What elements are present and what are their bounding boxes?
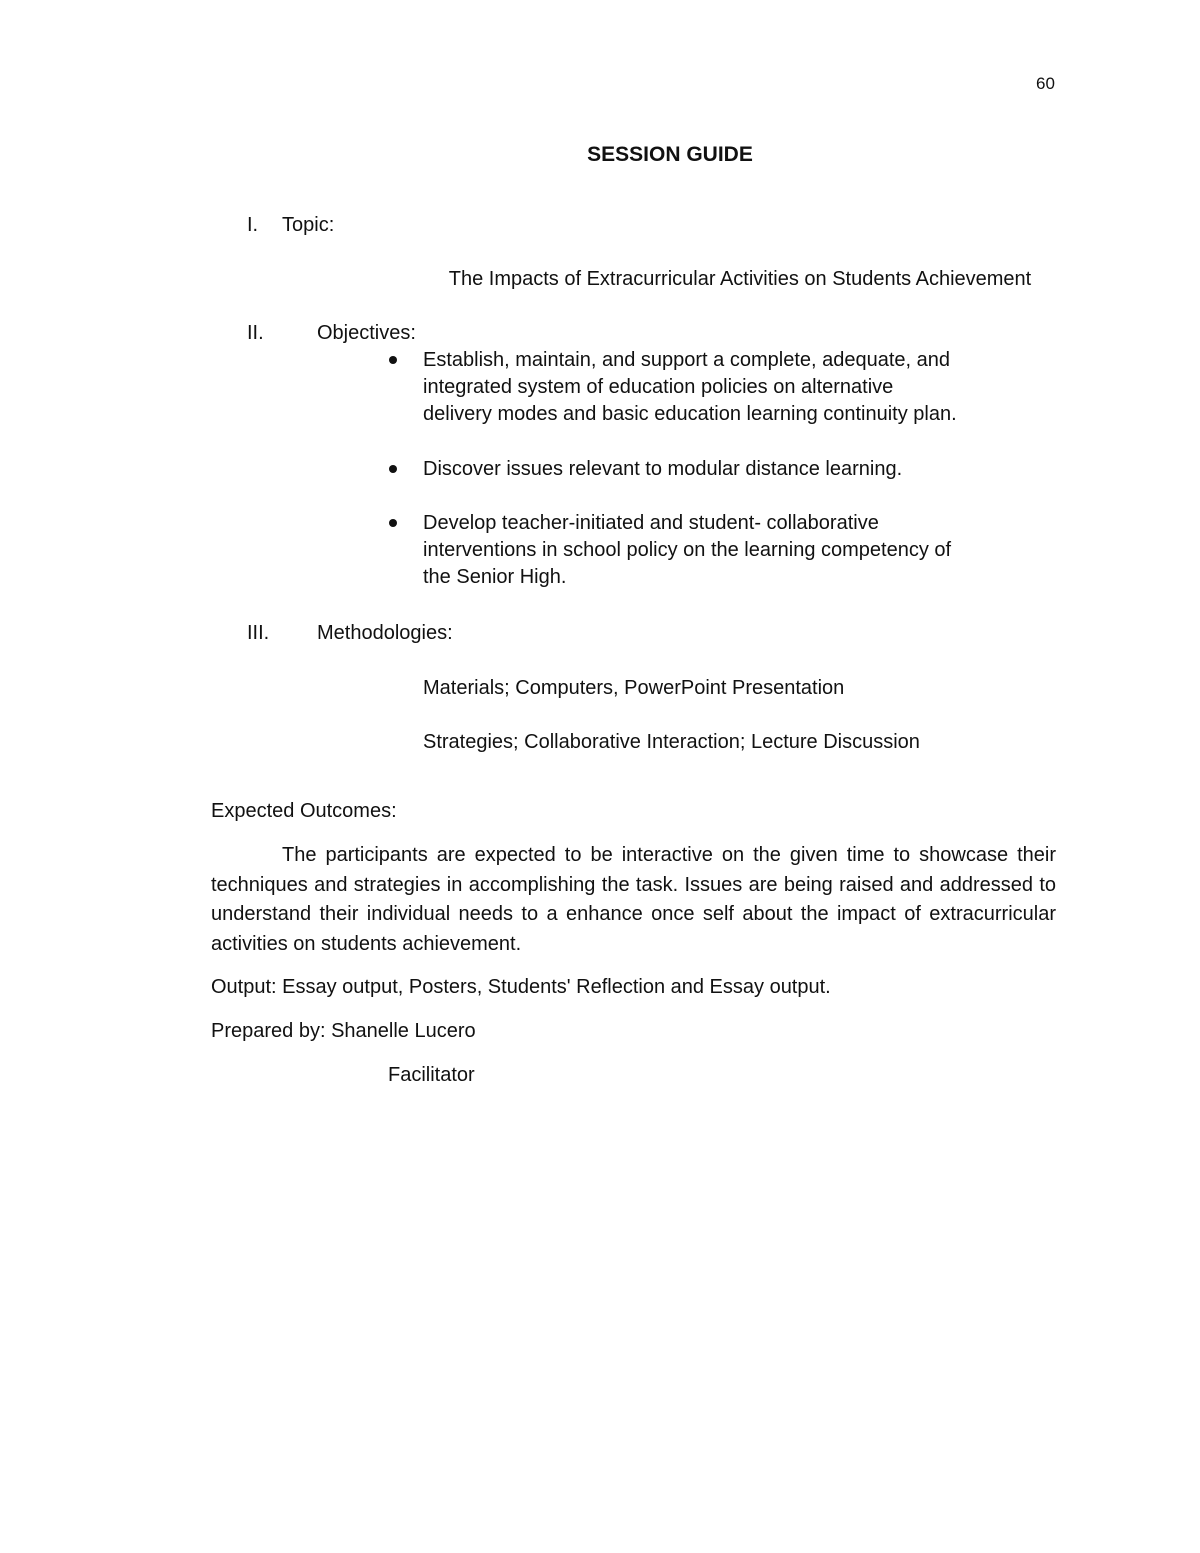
prepared-by-line: Prepared by: Shanelle Lucero bbox=[211, 1020, 476, 1042]
objective-1-line-1: Establish, maintain, and support a complete, adequate, and bbox=[423, 349, 951, 371]
bullet-icon bbox=[389, 356, 397, 364]
methodologies-label: Methodologies: bbox=[317, 622, 453, 644]
output-line: Output: Essay output, Posters, Students' Reflection and Essay output. bbox=[211, 976, 831, 998]
objective-3-line-3: the Senior High. bbox=[423, 566, 567, 588]
objective-1-line-3: delivery modes and basic education learning continuity plan. bbox=[423, 403, 957, 425]
strategies-line: Strategies; Collaborative Interaction; Lecture Discussion bbox=[423, 731, 920, 753]
expected-outcomes-paragraph: The participants are expected to be interactive on the given time to showcase their techniques and strategies in accomplishing the task. Issues are being raised and addressed to understand their individual needs to a enhance once self about the impact of extracurricular activities on students achievement. bbox=[211, 844, 1056, 955]
page-number: 60 bbox=[1036, 74, 1055, 93]
objective-3-line-2: interventions in school policy on the learning competency of bbox=[423, 539, 952, 561]
methodologies-numeral: III. bbox=[247, 622, 270, 644]
bullet-icon bbox=[389, 519, 397, 527]
facilitator-label: Facilitator bbox=[388, 1064, 475, 1086]
topic-label: Topic: bbox=[282, 214, 335, 236]
materials-line: Materials; Computers, PowerPoint Presentation bbox=[423, 677, 845, 699]
topic-text: The Impacts of Extracurricular Activities on Students Achievement bbox=[448, 268, 1032, 290]
topic-numeral: I. bbox=[247, 214, 259, 236]
objective-2-line-1: Discover issues relevant to modular distance learning. bbox=[423, 458, 903, 480]
bullet-icon bbox=[389, 465, 397, 473]
objective-1-line-2: integrated system of education policies on alternative bbox=[423, 376, 894, 398]
objectives-label: Objectives: bbox=[317, 322, 416, 344]
page-title: SESSION GUIDE bbox=[587, 143, 753, 166]
objective-3-line-1: Develop teacher-initiated and student- collaborative bbox=[423, 512, 879, 534]
expected-outcomes-label: Expected Outcomes: bbox=[211, 800, 397, 822]
objectives-numeral: II. bbox=[247, 322, 264, 344]
